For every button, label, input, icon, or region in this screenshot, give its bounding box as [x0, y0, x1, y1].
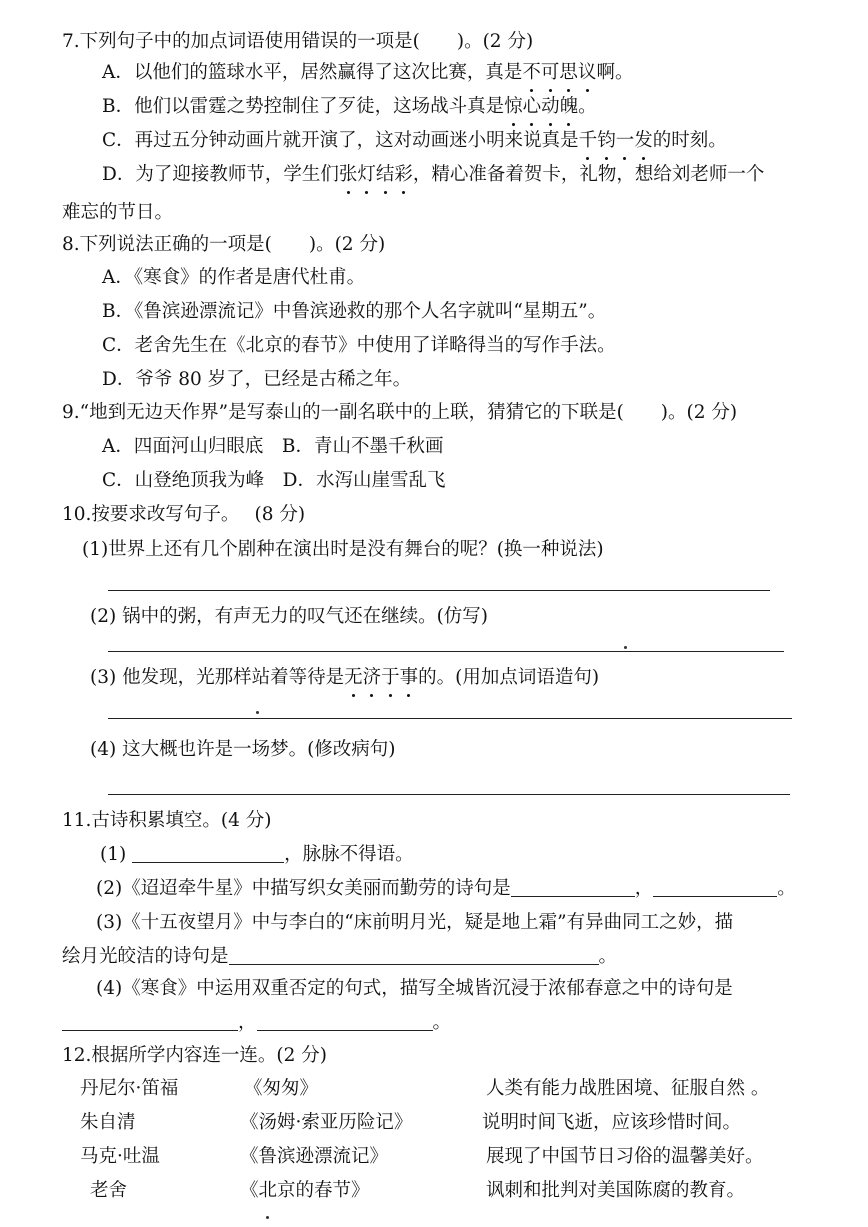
q12-theme-3[interactable]: 展现了中国节日习俗的温馨美好。 [486, 1146, 764, 1167]
q7-option-c [102, 128, 727, 154]
emphasis-dot-char: 一 [616, 128, 635, 154]
emphasis-dot-char: 张 [339, 162, 358, 188]
emphasis-dot-char: 动 [541, 94, 560, 120]
q11-item-2 [96, 876, 796, 902]
q10-stem: 10.按要求改写句子。 (8 分) [62, 504, 306, 525]
emphasis-dot-char: 济 [363, 665, 382, 691]
emphasis-dot-char: 议 [578, 60, 597, 86]
q11-item-1-text: ，脉脉不得语。 [284, 844, 414, 865]
q8-option-d: D．爷爷 80 岁了，已经是古稀之年。 [102, 369, 412, 390]
q10-item-3-text-post: 的。(用加点词语造句) [418, 667, 600, 688]
q11-item-1-blank[interactable] [132, 844, 284, 863]
emphasis-dot-char: 发 [634, 128, 653, 154]
emphasis-dot-char: 事 [400, 665, 419, 691]
q10-item-2: (2) 锅中的粥，有声无力的叹气还在继续。(仿写) [90, 606, 489, 627]
q11-item-4-blank-2[interactable] [257, 1012, 433, 1031]
emphasis-dot-char: 魄 [560, 94, 579, 120]
emphasis-dot-char: 千 [579, 128, 598, 154]
q11-item-2-comma: ， [634, 878, 654, 899]
q10-answer-line-2[interactable] [108, 651, 784, 652]
q12-work-3[interactable]: 《鲁滨逊漂流记》 [240, 1146, 389, 1167]
emphasis-dot-char: 彩 [394, 162, 413, 188]
q10-item-4: (4) 这大概也许是一场梦。(修改病句) [90, 739, 396, 760]
q7-a-text-post: 啊。 [596, 62, 634, 83]
q10-item-3-text-pre: (3) 他发现，光那样站着等待是 [90, 667, 345, 688]
q12-author-3[interactable]: 马克·吐温 [80, 1146, 160, 1167]
q12-theme-1[interactable]: 人类有能力战胜困境、征服自然 。 [486, 1078, 770, 1099]
q11-item-3-text-post: 。 [598, 946, 618, 967]
q7-stem: 7.下列句子中的加点词语使用错误的一项是( )。(2 分) [62, 31, 534, 52]
q12-author-4[interactable]: 老舍 [90, 1180, 128, 1201]
q7-c-text-post: 的时刻。 [652, 130, 727, 151]
q10-answer-line-3[interactable] [108, 718, 792, 719]
q12-author-1[interactable]: 丹尼尔·笛福 [80, 1078, 179, 1099]
scan-speck [624, 646, 627, 649]
emphasis-dot-char: 钧 [597, 128, 616, 154]
q8-option-b: B．《鲁滨逊漂流记》中鲁滨逊救的那个人名字就叫“星期五”。 [102, 301, 607, 322]
q11-item-2-text-pre: (2)《迢迢牵牛星》中描写织女美丽而勤劳的诗句是 [96, 878, 511, 899]
q7-a-dotted-word [522, 62, 596, 83]
q12-work-4[interactable]: 《北京的春节》 [240, 1180, 370, 1201]
q10-item-3 [90, 665, 599, 691]
q12-work-1[interactable]: 《匆匆》 [244, 1078, 319, 1099]
q7-d-text-pre: D．为了迎接教师节，学生们 [102, 164, 339, 185]
q8-option-a: A．《寒食》的作者是唐代杜甫。 [102, 267, 366, 288]
emphasis-dot-char: 可 [541, 60, 560, 86]
q7-b-dotted-word [504, 96, 578, 117]
emphasis-dot-char: 心 [523, 94, 542, 120]
q7-d-text-post: ，精心准备着贺卡，礼物，想给刘老师一个 [412, 164, 765, 185]
q7-d-dotted-word [339, 164, 413, 185]
q10-item-1: (1)世界上还有几个剧种在演出时是没有舞台的呢？(换一种说法) [82, 539, 604, 560]
q12-theme-2[interactable]: 说明时间飞逝，应该珍惜时间。 [482, 1112, 742, 1133]
q11-item-4-line-1: (4)《寒食》中运用双重否定的句式，描写全城皆沉浸于浓郁春意之中的诗句是 [96, 978, 733, 999]
q10-answer-line-1[interactable] [108, 590, 770, 591]
q11-item-4-text-post: 。 [432, 1012, 452, 1033]
q11-item-2-blank-1[interactable] [511, 878, 635, 897]
q8-stem: 8.下列说法正确的一项是( )。(2 分) [62, 234, 386, 255]
q11-item-4-line-2 [62, 1010, 451, 1036]
emphasis-dot-char: 不 [522, 60, 541, 86]
emphasis-dot-char: 于 [381, 665, 400, 691]
q12-stem: 12.根据所学内容连一连。(2 分) [62, 1045, 328, 1066]
q11-item-3-text-pre: 绘月光皎洁的诗句是 [62, 946, 229, 967]
emphasis-dot-char: 灯 [357, 162, 376, 188]
q9-options-ab: A．四面河山归眼底 B．青山不墨千秋画 [102, 436, 444, 457]
q11-item-3-line-2 [62, 944, 617, 970]
q11-item-2-text-post: 。 [777, 878, 796, 899]
scan-speck [266, 1216, 269, 1219]
q10-answer-line-4[interactable] [108, 794, 790, 795]
q11-item-4-comma: ， [238, 1012, 257, 1033]
q12-work-2[interactable]: 《汤姆·索亚历险记》 [240, 1112, 413, 1133]
q11-item-1 [100, 842, 414, 868]
q11-item-1-label: (1) [100, 844, 127, 865]
q7-c-dotted-word [579, 130, 653, 151]
q9-options-cd: C．山登绝顶我为峰 D．水泻山崖雪乱飞 [102, 470, 446, 491]
q7-b-text-post: 。 [578, 96, 597, 117]
q11-item-3-line-1: (3)《十五夜望月》中与李白的“床前明月光，疑是地上霜”有异曲同工之妙，描 [96, 912, 734, 933]
q7-a-text-pre: A．以他们的篮球水平，居然赢得了这次比赛，真是 [102, 62, 523, 83]
q11-item-4-blank-1[interactable] [62, 1012, 238, 1031]
q10-item-3-dotted-word [344, 667, 418, 688]
emphasis-dot-char: 惊 [504, 94, 523, 120]
q7-option-d-continued: 难忘的节日。 [62, 202, 174, 223]
scan-speck [256, 711, 259, 714]
q11-item-3-blank[interactable] [229, 946, 599, 965]
q9-stem: 9.“地到无边天作界”是写泰山的一副名联中的上联，猜猜它的下联是( )。(2 分) [62, 402, 738, 423]
q7-option-a [102, 60, 633, 86]
q7-option-b [102, 94, 597, 120]
q12-theme-4[interactable]: 讽刺和批判对美国陈腐的教育。 [486, 1180, 746, 1201]
emphasis-dot-char: 无 [344, 665, 363, 691]
q8-option-c: C．老舍先生在《北京的春节》中使用了详略得当的写作手法。 [102, 335, 616, 356]
q7-option-d [102, 162, 764, 188]
q7-b-text-pre: B．他们以雷霆之势控制住了歹徒，这场战斗真是 [102, 96, 505, 117]
emphasis-dot-char: 结 [376, 162, 395, 188]
q7-c-text-pre: C．再过五分钟动画片就开演了，这对动画迷小明来说真是 [102, 130, 579, 151]
q12-author-2[interactable]: 朱自清 [80, 1112, 136, 1133]
emphasis-dot-char: 思 [559, 60, 578, 86]
q11-item-2-blank-2[interactable] [653, 878, 777, 897]
q11-stem: 11.古诗积累填空。(4 分) [62, 810, 272, 831]
